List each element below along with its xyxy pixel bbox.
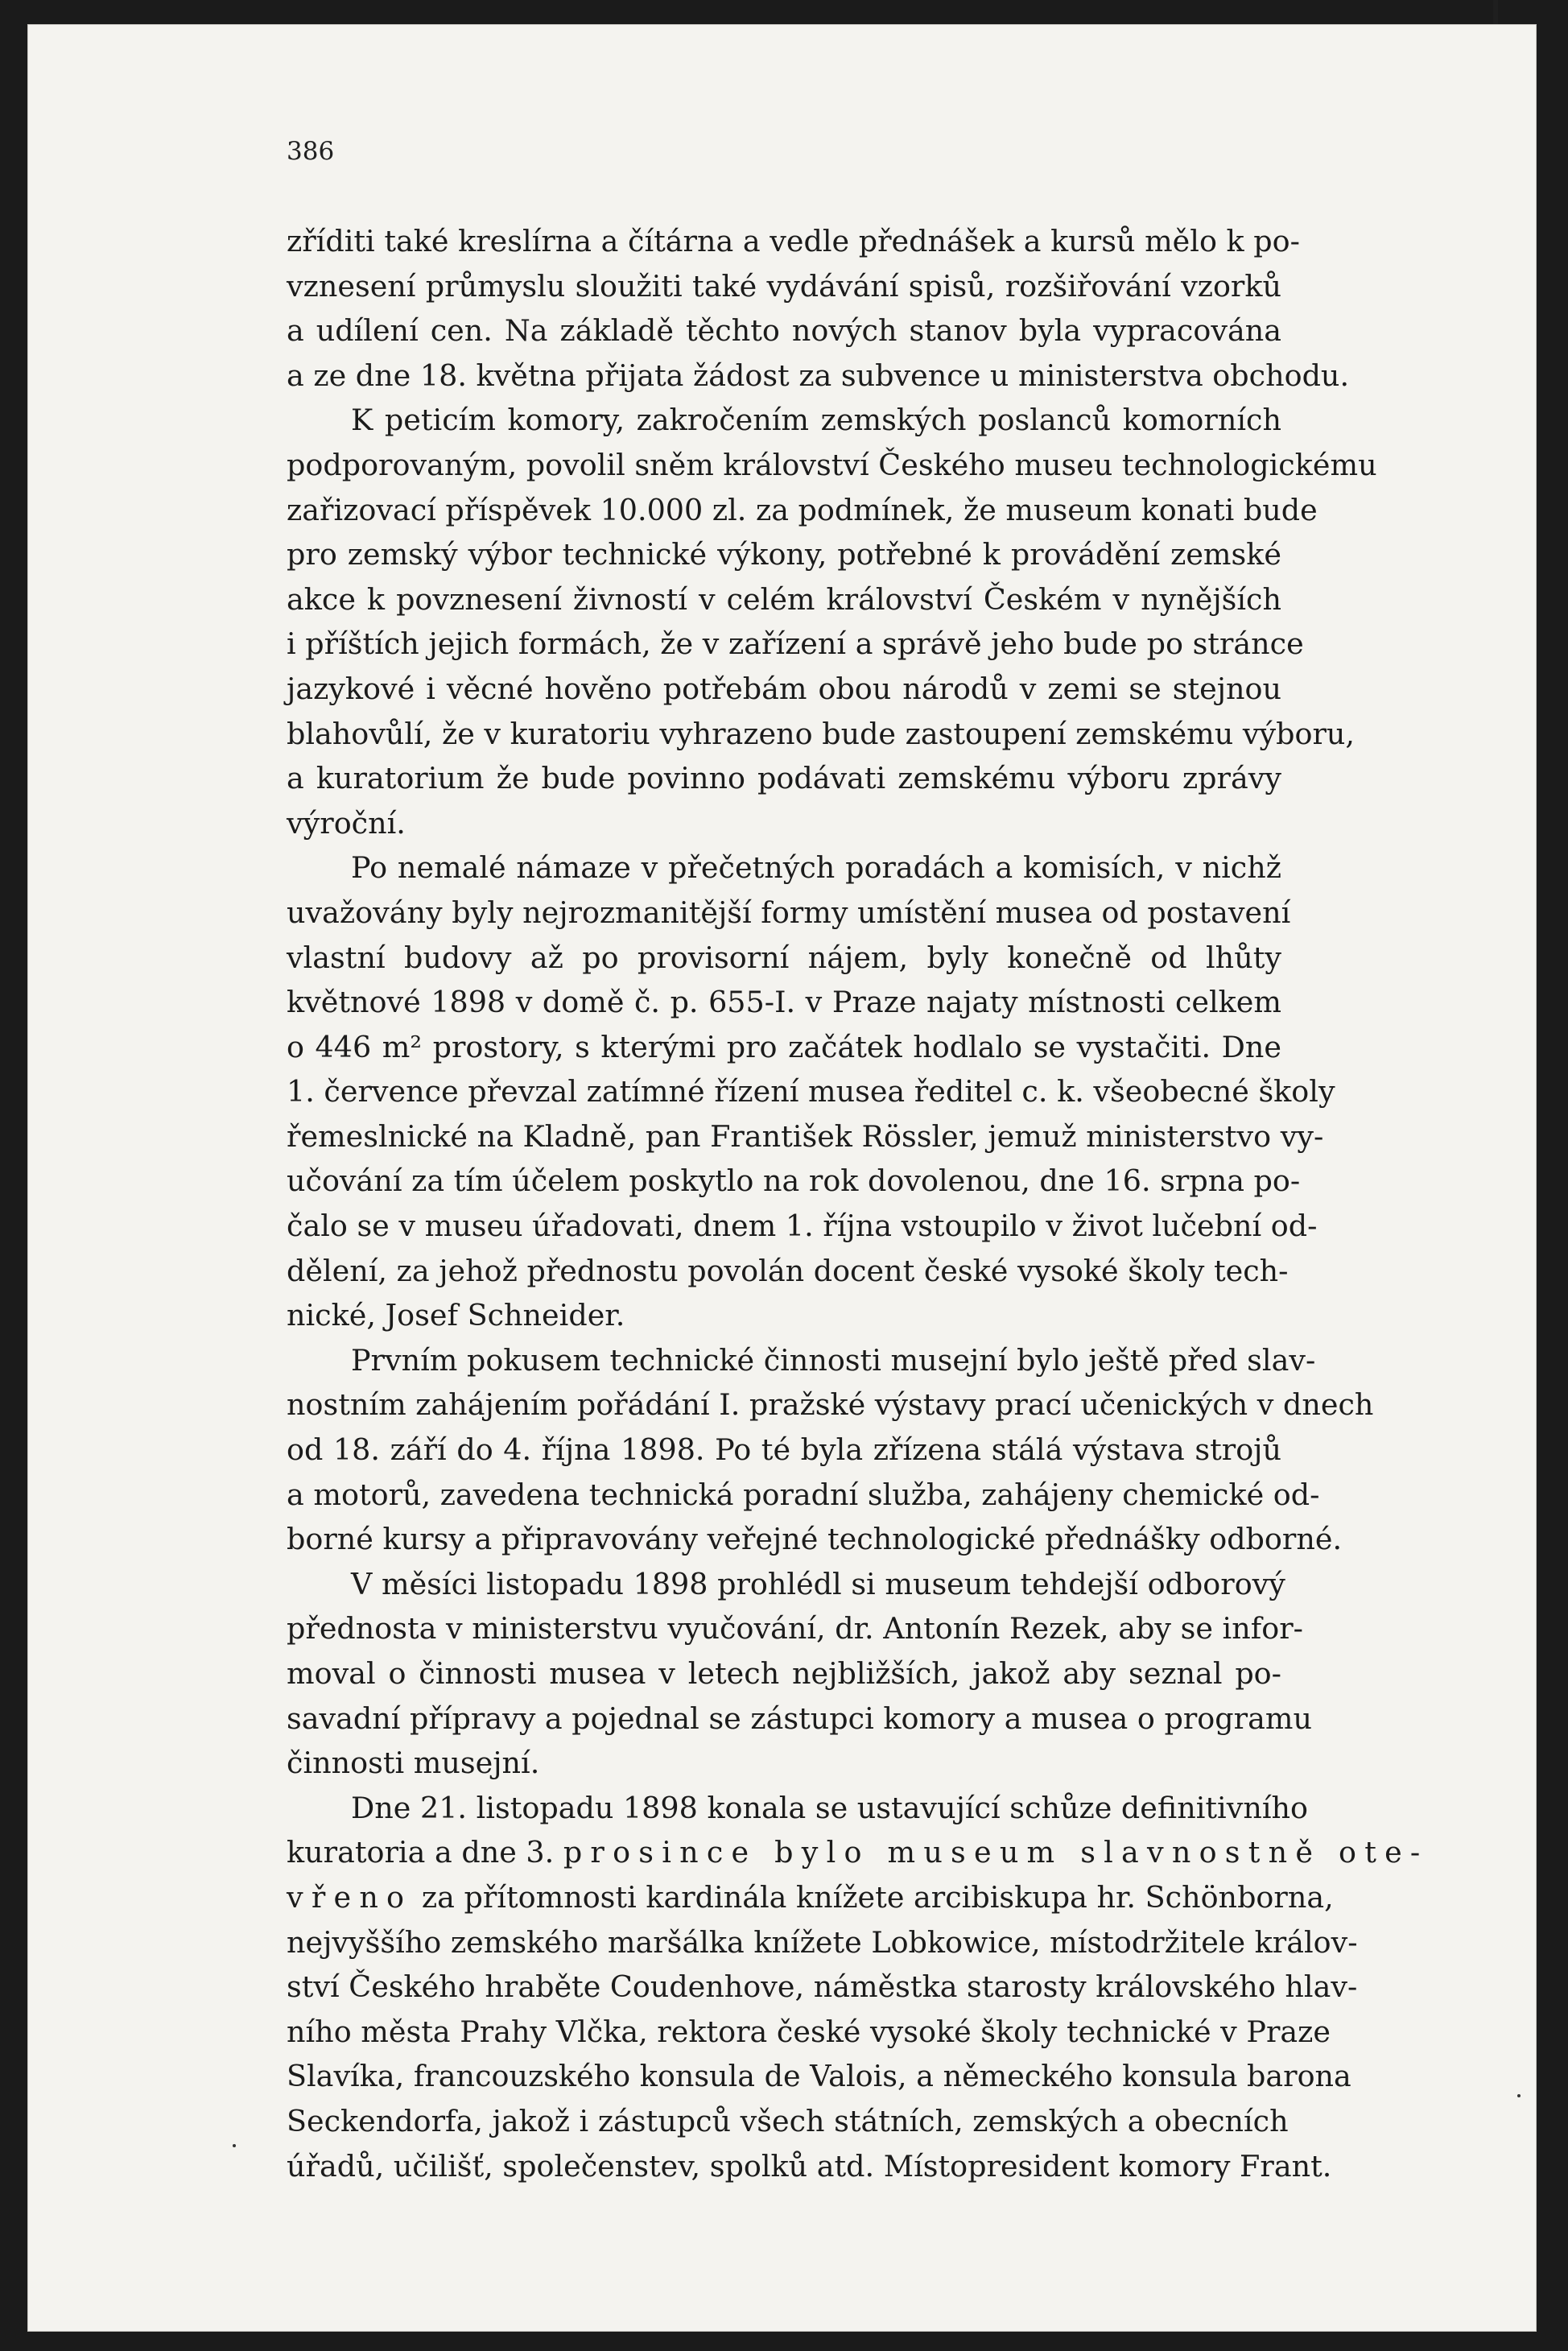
text-line-2: vznesení průmyslu sloužiti také vydávání spisů, rozšiřování vzorků [287, 268, 1281, 304]
text-line-28: od 18. září do 4. října 1898. Po té byla zřízena stálá výstava strojů [287, 1432, 1281, 1468]
page-text [287, 219, 1429, 2188]
text-line-43: Seckendorfa, jakož i zástupců všech státních, zemských a obecních [287, 2103, 1289, 2138]
text-line-21: řemeslnické na Kladně, pan František Rössler, jemuž ministerstvo vy- [287, 1118, 1324, 1154]
paragraph-start-nemale: Po nemalé námaze v přečetných poradách a komisích, v nichž [351, 850, 1281, 886]
text-line-12: blahovůlí, že v kuratoriu vyhrazeno bude zastoupení zemskému výboru, [287, 716, 1355, 751]
text-line-7: zařizovací příspěvek 10.000 zl. za podmínek, že museum konati bude [287, 492, 1318, 527]
text-line-14: výroční. [287, 805, 406, 841]
text-line-9: akce k povznesení živností v celém království Českém v nynějších [287, 581, 1281, 617]
text-line-4: a ze dne 18. května přijata žádost za subvence u ministerstva obchodu. [287, 357, 1350, 393]
text-line-vreno [287, 1875, 1334, 1920]
spaced-line-prefix: kuratoria a dne 3. [287, 1835, 563, 1870]
text-line-29: a motorů, zavedena technická poradní služba, zahájeny chemické od- [287, 1477, 1320, 1512]
text-line-30: borné kursy a připravovány veřejné technologické přednášky odborné. [287, 1522, 1343, 1557]
spaced-emphasis-continuation: vřeno [287, 1879, 413, 1915]
text-line-34: savadní přípravy a pojednal se zástupci komory a musea o programu [287, 1700, 1312, 1736]
text-line-25: nické, Josef Schneider. [287, 1298, 625, 1333]
text-line-32: přednosta v ministerstvu vyučování, dr. Antonín Rezek, aby se infor- [287, 1611, 1303, 1647]
paragraph-start-mesici: V měsíci listopadu 1898 prohlédl si museum tehdejší odborový [351, 1566, 1285, 1601]
text-line-24: dělení, za jehož přednostu povolán docent české vysoké školy tech- [287, 1253, 1289, 1288]
margin-dot-right [1517, 2094, 1521, 2097]
text-line-33: moval o činnosti musea v letech nejbližších, jakož aby seznal po- [287, 1656, 1281, 1691]
text-line-27: nostním zahájením pořádání I. pražské výstavy prací učenických v dnech [287, 1387, 1374, 1423]
text-line-1: zříditi také kreslírna a čítárna a vedle přednášek a kursů mělo k po- [287, 224, 1300, 258]
page-number: 386 [287, 137, 335, 166]
text-line-8: pro zemský výbor technické výkony, potřebné k provádění zemské [287, 537, 1281, 572]
text-line-6: podporovaným, povolil sněm království Českého museu technologickému [287, 447, 1377, 482]
text-line-23: čalo se v museu úřadovati, dnem 1. října vstoupilo v život lučební od- [287, 1209, 1318, 1244]
paragraph-start-prvnim: Prvním pokusem technické činnosti musejní bylo ještě před slav- [351, 1342, 1316, 1378]
text-line-42: Slavíka, francouzského konsula de Valois, a německého konsula barona [287, 2059, 1351, 2094]
paragraph-start-dne: Dne 21. listopadu 1898 konala se ustavující schůze definitivního [351, 1790, 1309, 1825]
text-line-17: vlastní budovy až po provisorní nájem, byly konečně od lhůty [287, 940, 1281, 975]
text-line-44: úřadů, učilišť, společenstev, spolků atd. Místopresident komory Frant. [287, 2148, 1332, 2184]
text-line-vreno-rest: za přítomnosti kardinála knížete arcibiskupa hr. Schönborna, [412, 1879, 1334, 1915]
text-line-40: ství Českého hraběte Coudenhove, náměstka starosty královského hlav- [287, 1969, 1358, 2005]
margin-dot-left [233, 2144, 236, 2147]
text-line-kuratoria [287, 1830, 1429, 1875]
text-line-16: uvažovány byly nejrozmanitější formy umístění musea od postavení [287, 895, 1291, 930]
text-line-41: ního města Prahy Vlčka, rektora české vysoké školy technické v Praze [287, 2014, 1331, 2049]
text-line-11: jazykové i věcné hověno potřebám obou národů v zemi se stejnou [287, 671, 1281, 706]
text-line-13: a kuratorium že bude povinno podávati zemskému výboru zprávy [287, 761, 1281, 796]
text-line-20: 1. července převzal zatímné řízení musea ředitel c. k. všeobecné školy [287, 1074, 1335, 1109]
paragraph-start-peticim: K peticím komory, zakročením zemských poslanců komorních [351, 403, 1281, 438]
text-line-39: nejvyššího zemského maršálka knížete Lobkowice, místodržitele králov- [287, 1924, 1358, 1960]
text-line-3: a udílení cen. Na základě těchto nových stanov byla vypracována [287, 313, 1281, 349]
text-line-19: o 446 m² prostory, s kterými pro začátek hodlalo se vystačiti. Dne [287, 1029, 1281, 1064]
text-line-18: květnové 1898 v domě č. p. 655-I. v Praze najaty místnosti celkem [287, 985, 1281, 1020]
text-line-10: i příštích jejich formách, že v zařízení a správě jeho bude po stránce [287, 626, 1304, 662]
text-line-35: činnosti musejní. [287, 1746, 540, 1781]
text-line-22: učování za tím účelem poskytlo na rok dovolenou, dne 16. srpna po- [287, 1163, 1301, 1199]
spaced-emphasis-phrase: prosince bylo museum slavnostně ote- [563, 1835, 1429, 1870]
